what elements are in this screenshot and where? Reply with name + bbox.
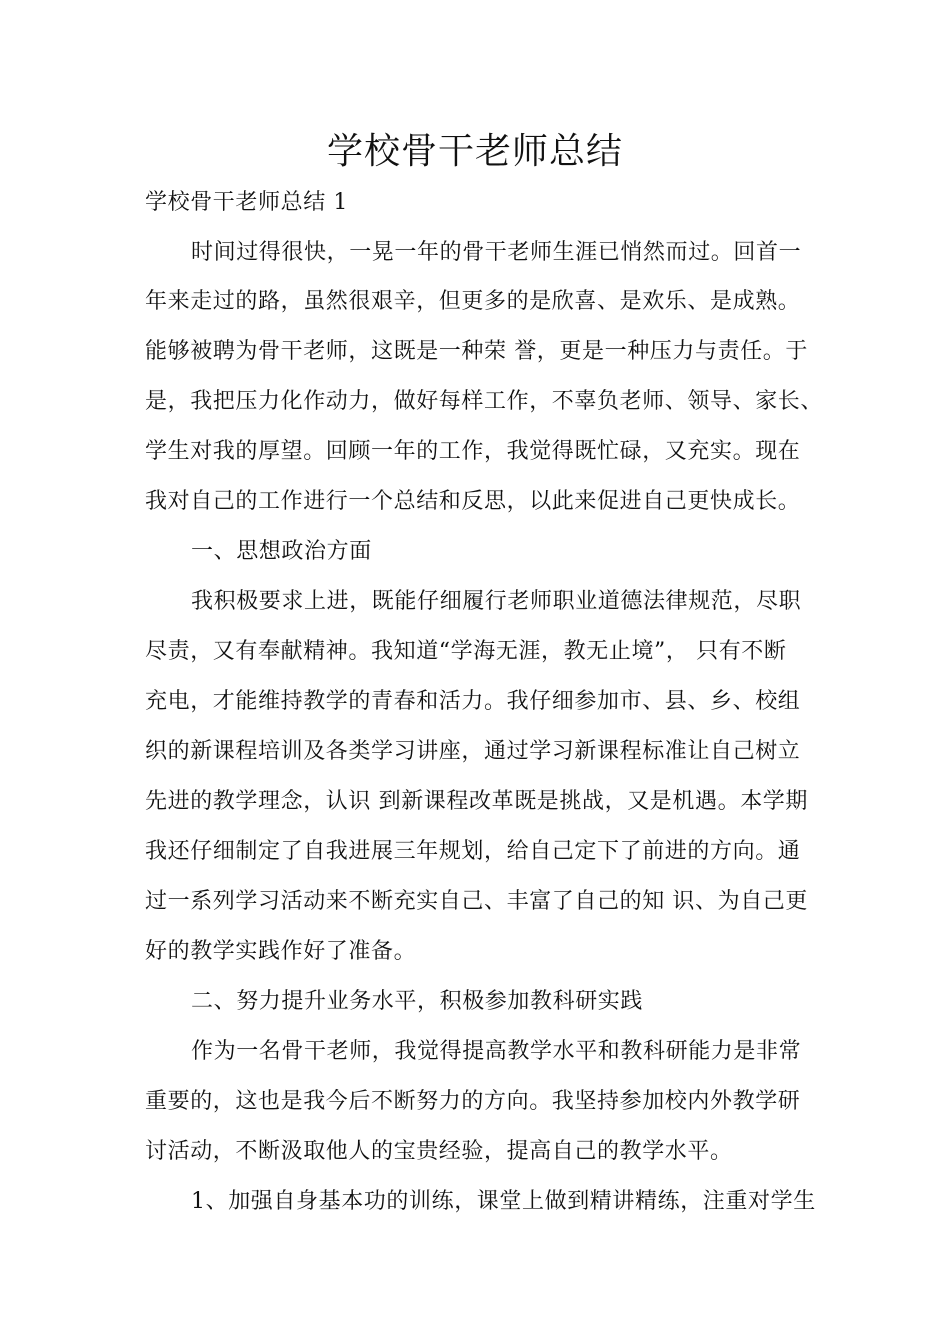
paragraph-line: 是，我把压力化作动力，做好每样工作，不辜负老师、领导、家长、 xyxy=(145,389,824,414)
section-heading: 一、思想政治方面 xyxy=(191,539,372,564)
section-heading: 二、努力提升业务水平，积极参加教科研实践 xyxy=(191,989,644,1014)
paragraph-line: 学生对我的厚望。回顾一年的工作，我觉得既忙碌，又充实。现在 xyxy=(145,439,801,464)
paragraph-line: 先进的教学理念，认识 到新课程改革既是挑战，又是机遇。本学期 xyxy=(145,789,808,814)
paragraph-line: 1、加强自身基本功的训练，课堂上做到精讲精练，注重对学生 xyxy=(191,1189,816,1214)
paragraph-line: 作为一名骨干老师，我觉得提高教学水平和教科研能力是非常 xyxy=(191,1039,802,1064)
paragraph-line: 我对自己的工作进行一个总结和反思，以此来促进自己更快成长。 xyxy=(145,489,801,514)
paragraph-line: 时间过得很快，一晃一年的骨干老师生涯已悄然而过。回首一 xyxy=(191,240,802,265)
paragraph-line: 尽责，又有奉献精神。我知道“学海无涯，教无止境”， 只有不断 xyxy=(145,639,787,664)
paragraph-line: 我积极要求上进，既能仔细履行老师职业道德法律规范，尽职 xyxy=(191,589,802,614)
paragraph-line: 重要的，这也是我今后不断努力的方向。我坚持参加校内外教学研 xyxy=(145,1089,801,1114)
paragraph-line: 讨活动，不断汲取他人的宝贵经验，提高自己的教学水平。 xyxy=(145,1139,733,1164)
paragraph-line: 好的教学实践作好了准备。 xyxy=(145,939,417,964)
section-heading: 学校骨干老师总结 1 xyxy=(145,190,348,215)
paragraph-line: 织的新课程培训及各类学习讲座，通过学习新课程标准让自己树立 xyxy=(145,739,801,764)
paragraph-line: 年来走过的路，虽然很艰辛，但更多的是欣喜、是欢乐、是成熟。 xyxy=(145,289,801,314)
document-title: 学校骨干老师总结 xyxy=(326,131,623,172)
paragraph-line: 我还仔细制定了自我进展三年规划，给自己定下了前进的方向。通 xyxy=(145,839,801,864)
paragraph-line: 充电，才能维持教学的青春和活力。我仔细参加市、县、乡、校组 xyxy=(145,689,801,714)
paragraph-line: 能够被聘为骨干老师，这既是一种荣 誉，更是一种压力与责任。于 xyxy=(145,339,808,364)
paragraph-line: 过一系列学习活动来不断充实自己、丰富了自己的知 识、为自己更 xyxy=(145,889,808,914)
